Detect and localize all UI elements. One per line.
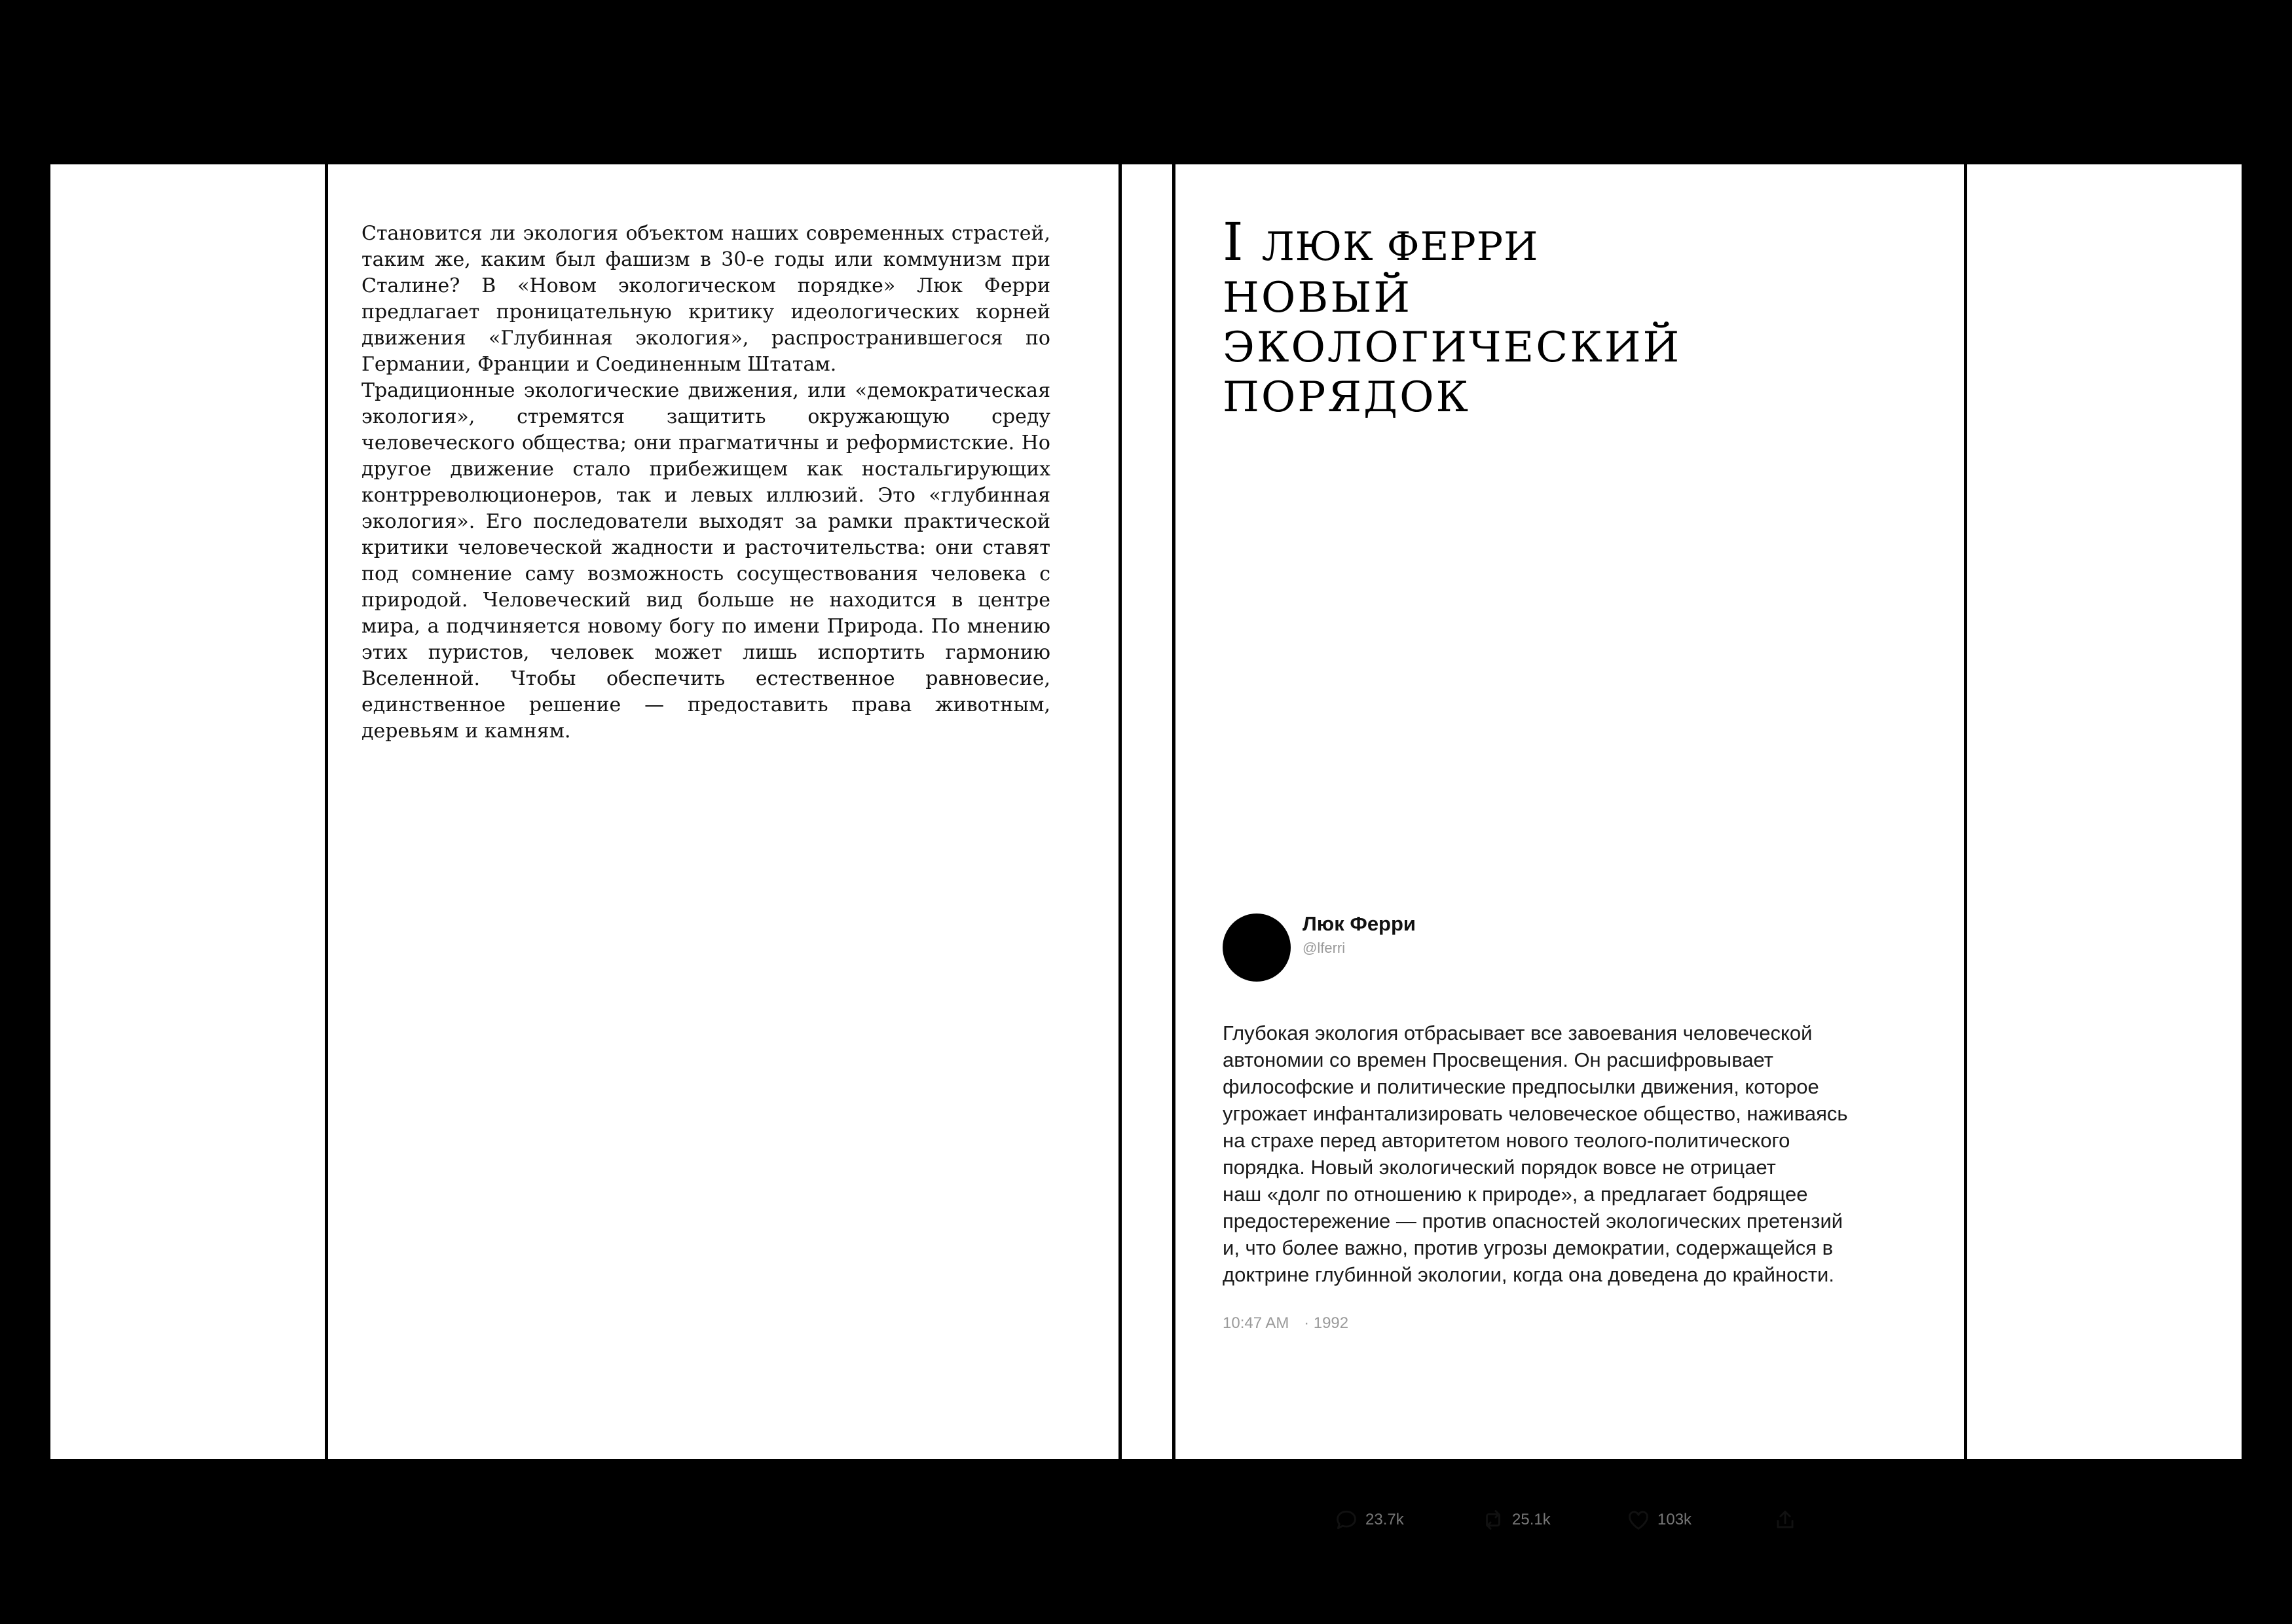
body-paragraph: Становится ли экология объектом наших современных страстей, таким же, каким был фашизм в 30-е годы или коммунизм при Сталине? В «Новом экологическом порядке» Люк Ферри предлагает проницательную критику идеологических корней движения «Глубинная экология», распространившегося по Германии, Франции и Соединенным Штатам. xyxy=(361,222,1050,376)
retweet-icon xyxy=(1481,1507,1506,1532)
page-edge-line xyxy=(325,164,328,1459)
page-edge-line xyxy=(1172,164,1175,1459)
reply-icon xyxy=(1334,1507,1359,1532)
retweet-button[interactable] xyxy=(1481,1507,1551,1532)
tweet-text: Глубокая экология отбрасывает все завоевания человеческой автономии со времен Просвещения. Он расшифровывает философские и политические предпосылки движения, которое угрожает инфантализировать человеческое общество, наживаясь на страхе перед авторитетом нового теолого-политического порядка. Новый экологический порядок вовсе не отрицает наш «долг по отношению к природе», а предлагает бодрящее предостережение — против опасностей экологических претензий и, что более важно, против угрозы демократии, содержащейся в доктрине глубинной экологии, когда она доведена до крайности. xyxy=(1223,1022,1848,1286)
page-edge-line xyxy=(1964,164,1967,1459)
retweet-count: 25.1k xyxy=(1512,1511,1551,1528)
reply-count: 23.7k xyxy=(1365,1511,1404,1528)
tweet-time: 10:47 AM xyxy=(1223,1314,1289,1332)
title-line: ПОРЯДОК xyxy=(1223,373,1471,422)
title-line: НОВЫЙ xyxy=(1223,274,1413,322)
like-count: 103k xyxy=(1657,1511,1692,1528)
share-button[interactable] xyxy=(1773,1507,1804,1532)
tweet-author xyxy=(1303,911,1416,959)
book-spread xyxy=(50,164,2242,1528)
tweet-header xyxy=(1223,911,1910,982)
reply-button[interactable] xyxy=(1334,1507,1404,1532)
chapter-numeral: I xyxy=(1223,212,1244,272)
tweet-card xyxy=(1223,911,1910,1333)
like-button[interactable] xyxy=(1626,1507,1691,1532)
avatar[interactable] xyxy=(1223,913,1291,982)
body-paragraph: Традиционные экологические движения, или «демократическая экология», стремятся защитить окружающую среду человеческого общества; они прагматичны и реформистские. Но другое движение стало прибежищем как ностальгирующих контрреволюционеров, так и левых иллюзий. Это «глубинная экология». Его последователи выходят за рамки практической критики человеческой жадности и расточительства: они ставят под сомнение саму возможность сосуществования человека с природой. Человеческий вид больше не находится в центре мира, а подчиняется новому богу по имени Природа. По мнению этих пуристов, человек может лишь испортить гармонию Вселенной. Чтобы обеспечить естественное равновесие, единственное решение — предоставить права животным, деревьям и камням. xyxy=(361,379,1050,743)
tweet-date: · 1992 xyxy=(1304,1314,1349,1332)
tweet-timestamp xyxy=(1223,1314,1910,1333)
chapter-title xyxy=(1223,212,1877,422)
left-page-body xyxy=(361,221,1050,745)
like-icon xyxy=(1626,1507,1651,1532)
tweet-author-handle[interactable]: @lferri xyxy=(1303,940,1346,956)
tweet-actions xyxy=(1334,1507,1805,1533)
title-line: ЭКОЛОГИЧЕСКИЙ xyxy=(1223,323,1682,372)
page-edge-line xyxy=(1118,164,1122,1459)
title-first-line xyxy=(1223,212,1877,273)
share-icon xyxy=(1773,1507,1798,1532)
book-title xyxy=(1223,273,1877,422)
tweet-author-name[interactable]: Люк Ферри xyxy=(1303,912,1416,935)
author-name-heading: ЛЮК ФЕРРИ xyxy=(1261,224,1539,270)
